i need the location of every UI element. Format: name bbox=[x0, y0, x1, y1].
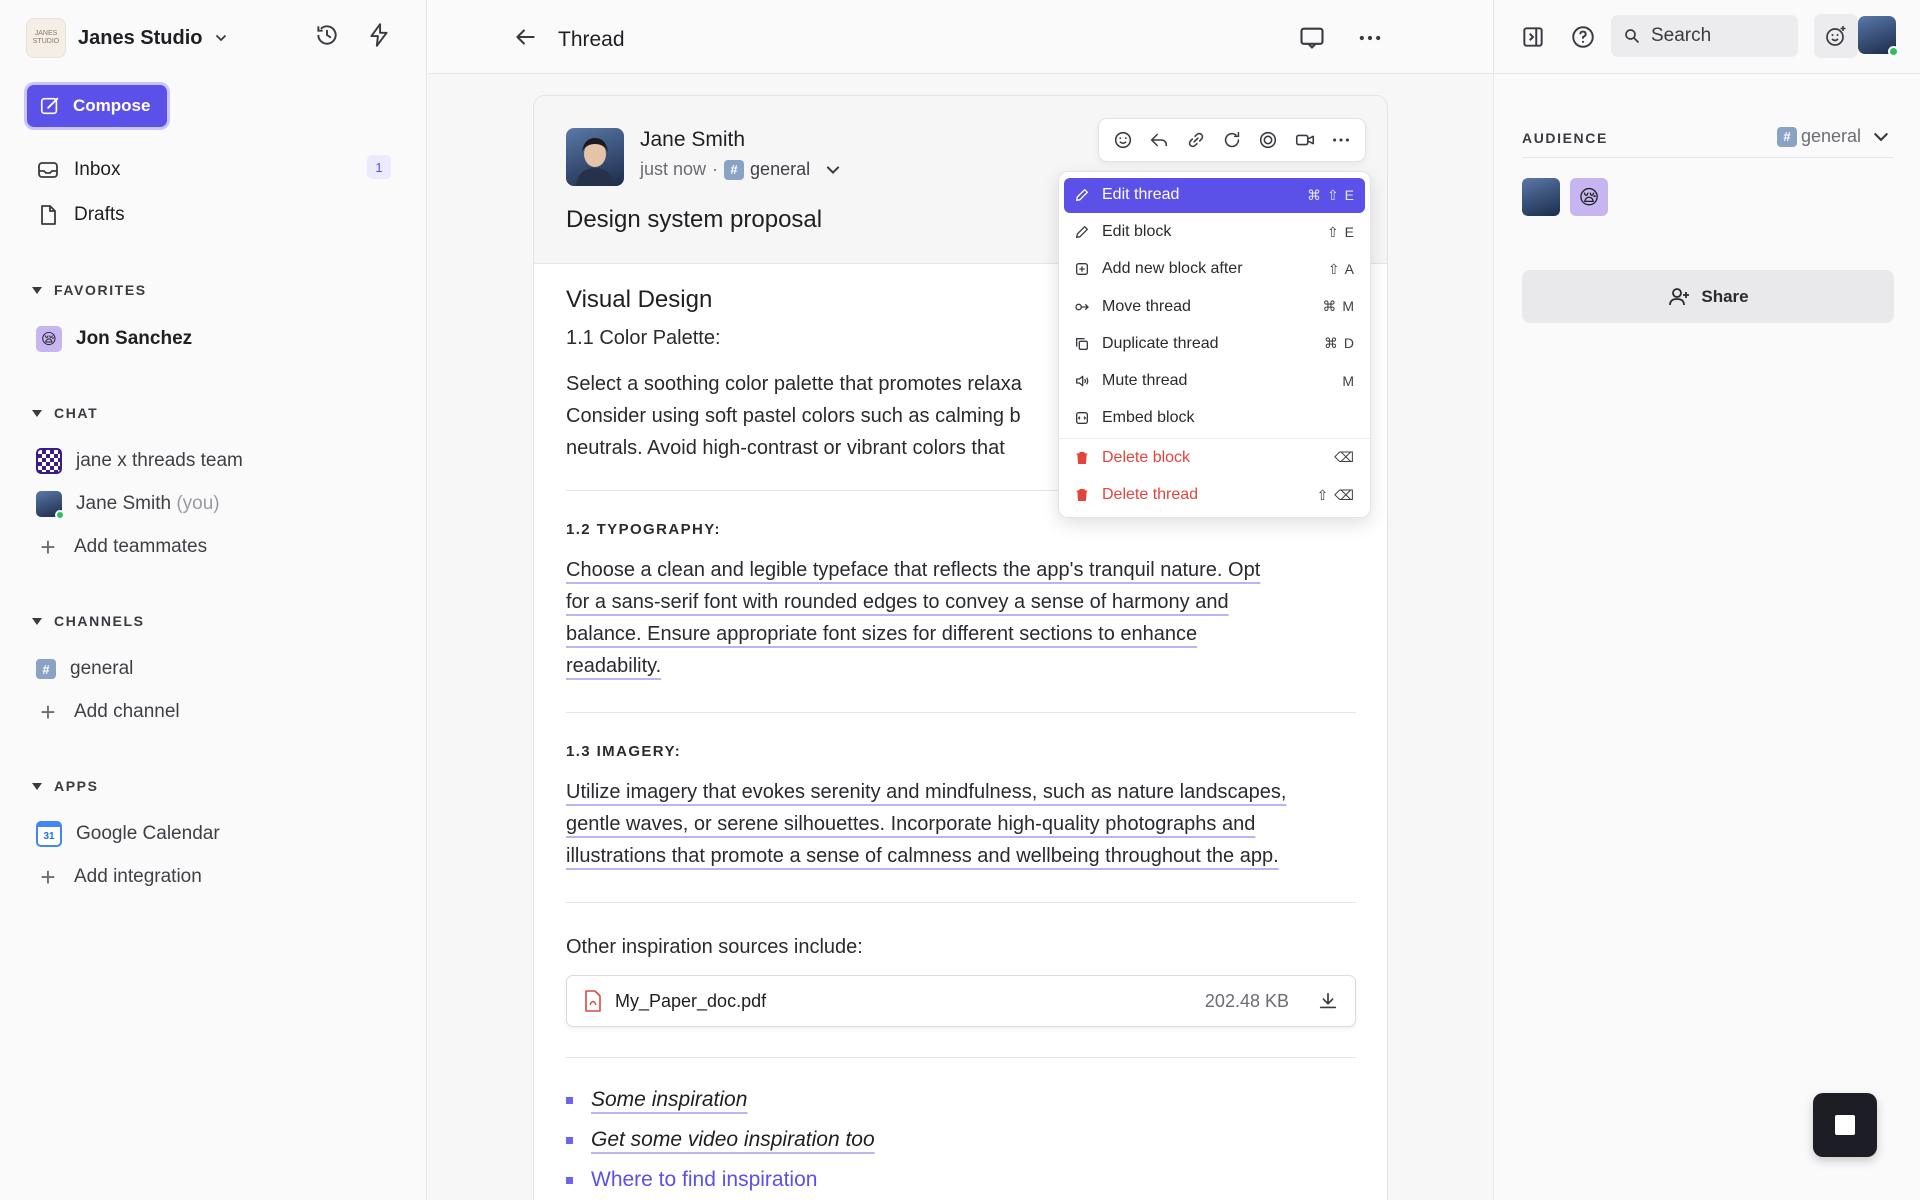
typography-line: readability. bbox=[566, 655, 662, 677]
shortcut-hint: ⌘ D bbox=[1324, 335, 1355, 352]
hash-icon: # bbox=[1777, 127, 1797, 147]
comment-icon[interactable] bbox=[1298, 24, 1326, 52]
workspace-name: Janes Studio bbox=[78, 26, 203, 49]
add-teammates-label: Add teammates bbox=[74, 536, 208, 557]
chat-label: jane x threads team bbox=[76, 450, 243, 471]
menu-item-duplicate-thread[interactable] bbox=[1064, 326, 1365, 361]
duplicate-icon bbox=[1074, 336, 1090, 352]
inbox-count-badge: 1 bbox=[367, 155, 391, 179]
apps-section-toggle[interactable] bbox=[32, 778, 99, 794]
menu-item-embed-block[interactable] bbox=[1064, 401, 1365, 436]
shortcut-hint: ⌘ ⇧ E bbox=[1307, 186, 1355, 203]
menu-item-label: Mute thread bbox=[1102, 371, 1188, 389]
plus-icon: + bbox=[40, 862, 56, 892]
list-item[interactable] bbox=[566, 1080, 1356, 1120]
hash-icon: # bbox=[36, 659, 56, 679]
add-channel-label: Add channel bbox=[74, 701, 180, 722]
emoji-avatar: 😪 bbox=[36, 326, 62, 352]
search-placeholder: Search bbox=[1651, 25, 1712, 46]
typography-line: for a sans-serif font with rounded edges to convey a sense of harmony and bbox=[566, 591, 1229, 613]
document-icon bbox=[36, 203, 60, 227]
typography-line: balance. Ensure appropriate font sizes for different sections to enhance bbox=[566, 623, 1198, 645]
caret-down-icon bbox=[32, 783, 42, 790]
chevron-down-icon bbox=[1871, 127, 1891, 147]
chat-heading: CHAT bbox=[54, 405, 99, 421]
inspiration-intro: Other inspiration sources include: bbox=[566, 936, 863, 958]
pdf-icon bbox=[583, 990, 603, 1012]
current-user-avatar[interactable] bbox=[1858, 16, 1896, 54]
add-channel-button[interactable] bbox=[36, 697, 180, 727]
menu-divider bbox=[1059, 438, 1370, 439]
user-avatar bbox=[36, 491, 62, 517]
chevron-down-icon bbox=[214, 31, 228, 45]
favorite-label: Jon Sanchez bbox=[76, 328, 193, 349]
search-input[interactable] bbox=[1611, 15, 1798, 57]
menu-item-edit-block[interactable] bbox=[1064, 215, 1365, 250]
caret-down-icon bbox=[32, 410, 42, 417]
menu-item-label: Duplicate thread bbox=[1102, 334, 1219, 352]
menu-item-add-block-after[interactable] bbox=[1064, 252, 1365, 287]
download-icon[interactable] bbox=[1317, 990, 1339, 1012]
add-integration-label: Add integration bbox=[74, 866, 202, 887]
shortcut-hint: ⇧ ⌫ bbox=[1316, 486, 1355, 503]
refresh-icon[interactable] bbox=[1221, 129, 1243, 151]
shortcut-hint: M bbox=[1342, 372, 1355, 389]
team-avatar bbox=[36, 448, 62, 474]
sidebar-item-google-calendar[interactable] bbox=[36, 819, 220, 849]
shortcut-hint: ⇧ E bbox=[1327, 223, 1355, 240]
list-item-link[interactable]: Where to find inspiration bbox=[591, 1168, 818, 1191]
sidebar-item-drafts[interactable] bbox=[36, 200, 125, 230]
add-teammates-button[interactable] bbox=[36, 532, 207, 562]
inbox-label: Inbox bbox=[74, 159, 121, 180]
menu-item-label: Add new block after bbox=[1102, 260, 1243, 278]
divider bbox=[566, 712, 1356, 713]
link-icon[interactable] bbox=[1185, 129, 1207, 151]
sidebar-item-jon-sanchez[interactable] bbox=[36, 324, 192, 354]
reply-icon[interactable] bbox=[1148, 129, 1170, 151]
list-item[interactable] bbox=[566, 1160, 1356, 1200]
panel-toggle-icon[interactable] bbox=[1520, 24, 1546, 50]
add-reaction-icon[interactable] bbox=[1112, 129, 1134, 151]
trash-icon bbox=[1074, 487, 1090, 503]
thread-header bbox=[428, 0, 1493, 74]
divider bbox=[1522, 157, 1894, 158]
menu-item-label: Delete block bbox=[1102, 448, 1191, 466]
typography-heading: 1.2 TYPOGRAPHY: bbox=[566, 521, 721, 538]
bullet-marker bbox=[566, 1137, 573, 1144]
list-item-label: Get some video inspiration too bbox=[591, 1128, 875, 1151]
compose-button[interactable] bbox=[27, 85, 167, 127]
add-integration-button[interactable] bbox=[36, 862, 202, 892]
pencil-icon bbox=[1074, 187, 1090, 203]
block-toolbar bbox=[1098, 118, 1366, 162]
online-indicator bbox=[55, 510, 65, 520]
apps-heading: APPS bbox=[54, 778, 99, 794]
add-block-icon bbox=[1074, 261, 1090, 277]
video-icon[interactable] bbox=[1294, 129, 1316, 151]
imagery-line: illustrations that promote a sense of calmness and wellbeing throughout the app. bbox=[566, 845, 1279, 867]
plus-icon: + bbox=[40, 532, 56, 562]
paragraph-line: Select a soothing color palette that promotes relaxa bbox=[566, 373, 1022, 395]
channels-heading: CHANNELS bbox=[54, 613, 145, 629]
thread-context-menu bbox=[1058, 171, 1371, 518]
menu-item-label: Embed block bbox=[1102, 408, 1195, 426]
thread-meta bbox=[640, 159, 842, 180]
caret-down-icon bbox=[32, 287, 42, 294]
paragraph-line: Consider using soft pastel colors such as calming b bbox=[566, 405, 1021, 427]
sidebar-item-team-chat[interactable] bbox=[36, 446, 243, 476]
sidebar-item-jane-smith[interactable] bbox=[36, 489, 220, 519]
bullet-marker bbox=[566, 1177, 573, 1184]
sidebar-item-general[interactable] bbox=[36, 654, 133, 684]
add-reaction-button[interactable] bbox=[1814, 14, 1858, 58]
audience-channel-selector[interactable] bbox=[1777, 126, 1891, 147]
share-label: Share bbox=[1701, 286, 1749, 306]
member-avatar[interactable]: 😪 bbox=[1570, 178, 1608, 216]
file-size: 202.48 KB bbox=[1204, 990, 1289, 1011]
add-user-icon bbox=[1667, 285, 1691, 309]
right-panel-header bbox=[1494, 0, 1920, 74]
sidebar bbox=[0, 0, 427, 1200]
meta-separator: · bbox=[712, 159, 719, 179]
menu-item-label: Move thread bbox=[1102, 297, 1191, 315]
plus-icon: + bbox=[40, 697, 56, 727]
drafts-label: Drafts bbox=[74, 204, 125, 225]
help-icon[interactable] bbox=[1570, 24, 1596, 50]
favorites-section-toggle[interactable] bbox=[32, 282, 147, 298]
author-name[interactable]: Jane Smith bbox=[640, 128, 746, 151]
list-item[interactable] bbox=[566, 1120, 1356, 1160]
compose-label: Compose bbox=[73, 96, 151, 115]
menu-item-delete-thread[interactable] bbox=[1064, 478, 1365, 513]
calendar-icon: 31 bbox=[36, 821, 62, 847]
imagery-line: Utilize imagery that evokes serenity and mindfulness, such as nature landscapes, bbox=[566, 781, 1287, 803]
speaker-icon bbox=[1074, 373, 1090, 389]
menu-item-delete-block[interactable] bbox=[1064, 441, 1365, 476]
color-palette-label: 1.1 Color Palette: bbox=[566, 327, 721, 349]
timestamp: just now bbox=[640, 159, 707, 179]
workspace-switcher[interactable] bbox=[26, 16, 228, 60]
more-icon[interactable] bbox=[1330, 129, 1352, 151]
search-icon bbox=[1623, 27, 1641, 45]
stop-icon bbox=[1835, 1115, 1855, 1135]
inspiration-list bbox=[566, 1080, 1356, 1200]
shortcut-hint: ⌘ M bbox=[1322, 298, 1355, 315]
channel-label: general bbox=[70, 658, 134, 679]
favorites-heading: FAVORITES bbox=[54, 282, 147, 298]
divider bbox=[566, 902, 1356, 903]
file-name: My_Paper_doc.pdf bbox=[615, 990, 767, 1011]
inbox-icon bbox=[36, 158, 60, 182]
share-button[interactable] bbox=[1522, 270, 1894, 323]
shortcut-hint: ⌫ bbox=[1334, 449, 1355, 466]
more-icon[interactable] bbox=[1356, 24, 1384, 52]
chat-label: Jane Smith (you) bbox=[76, 493, 220, 514]
audience-heading: AUDIENCE bbox=[1522, 130, 1608, 146]
workspace-logo: JANES STUDIO bbox=[26, 18, 66, 58]
online-indicator bbox=[1888, 46, 1899, 57]
chat-section-toggle[interactable] bbox=[32, 405, 98, 421]
menu-item-label: Edit block bbox=[1102, 223, 1172, 241]
chevron-down-icon[interactable] bbox=[824, 161, 842, 179]
paragraph-line: neutrals. Avoid high-contrast or vibrant colors that bbox=[566, 437, 1005, 459]
menu-item-mute-thread[interactable] bbox=[1064, 363, 1365, 398]
menu-item-move-thread[interactable] bbox=[1064, 289, 1365, 324]
sidebar-item-inbox[interactable] bbox=[36, 155, 391, 185]
hash-icon: # bbox=[724, 160, 744, 180]
menu-item-edit-thread[interactable] bbox=[1064, 178, 1365, 213]
imagery-line: gentle waves, or serene silhouettes. Incorporate high-quality photographs and bbox=[566, 813, 1256, 835]
author-avatar[interactable] bbox=[566, 128, 624, 186]
imagery-heading: 1.3 IMAGERY: bbox=[566, 743, 682, 760]
typography-line: Choose a clean and legible typeface that reflects the app's tranquil nature. Opt bbox=[566, 559, 1261, 581]
audience-channel: general bbox=[1801, 126, 1862, 146]
right-panel bbox=[1493, 0, 1920, 1200]
back-arrow-icon[interactable] bbox=[512, 24, 538, 50]
move-icon bbox=[1074, 299, 1090, 315]
divider bbox=[566, 1057, 1356, 1058]
file-attachment[interactable] bbox=[566, 975, 1356, 1027]
page-title: Thread bbox=[558, 28, 625, 51]
channel-selector[interactable]: general bbox=[750, 159, 811, 179]
app-label: Google Calendar bbox=[76, 823, 220, 844]
channels-section-toggle[interactable] bbox=[32, 613, 145, 629]
trash-icon bbox=[1074, 450, 1090, 466]
bullet-marker bbox=[566, 1097, 573, 1104]
menu-item-label: Edit thread bbox=[1102, 186, 1180, 204]
target-icon[interactable] bbox=[1257, 129, 1279, 151]
list-item-label: Some inspiration bbox=[591, 1088, 748, 1111]
shortcut-hint: ⇧ A bbox=[1327, 260, 1355, 277]
stop-button[interactable] bbox=[1813, 1093, 1877, 1157]
section-title: Visual Design bbox=[566, 286, 713, 313]
compose-icon bbox=[39, 95, 61, 117]
member-avatar[interactable] bbox=[1522, 178, 1560, 216]
embed-icon bbox=[1074, 410, 1090, 426]
pencil-icon bbox=[1074, 224, 1090, 240]
caret-down-icon bbox=[32, 618, 42, 625]
history-icon[interactable] bbox=[314, 22, 340, 48]
audience-members bbox=[1522, 178, 1608, 216]
menu-item-label: Delete thread bbox=[1102, 486, 1199, 503]
thread-title: Design system proposal bbox=[566, 206, 823, 233]
lightning-icon[interactable] bbox=[366, 22, 392, 48]
add-reaction-icon bbox=[1824, 24, 1848, 48]
